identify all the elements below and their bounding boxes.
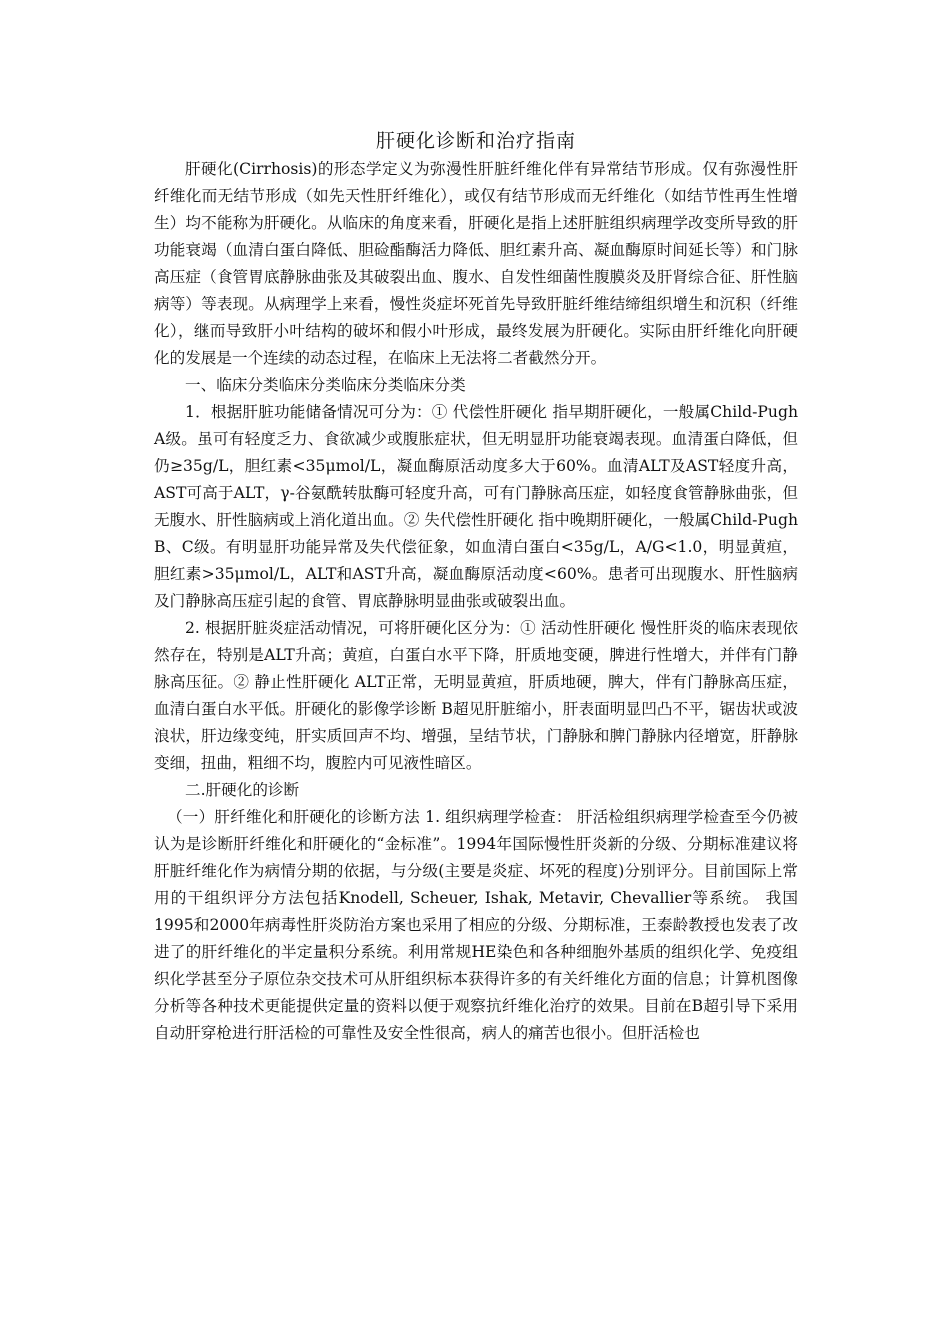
intro-paragraph: 肝硬化(Cirrhosis)的形态学定义为弥漫性肝脏纤维化伴有异常结节形成。仅有弥漫性肝纤维化而无结节形成（如先天性肝纤维化），或仅有结节形成而无纤维化（如结节性再生性增生）均不能称为肝硬化。从临床的角度来看，肝硬化是指上述肝脏组织病理学改变所导致的肝功能衰竭（血清白蛋白降低、胆硷酯酶活力降低、胆红素升高、凝血酶原时间延长等）和门脉高压症（食管胃底静脉曲张及其破裂出血、腹水、自发性细菌性腹膜炎及肝肾综合征、肝性脑病等）等表现。从病理学上来看，慢性炎症坏死首先导致肝脏纤维结缔组织增生和沉积（纤维化），继而导致肝小叶结构的破坏和假小叶形成，最终发展为肝硬化。实际由肝纤维化向肝硬化的发展是一个连续的动态过程，在临床上无法将二者截然分开。 [154,160,798,367]
paragraph-diagnosis-methods: （一）肝纤维化和肝硬化的诊断方法 1. 组织病理学检查： 肝活检组织病理学检查至今仍被认为是诊断肝纤维化和肝硬化的“金标准”。1994年国际慢性肝炎新的分级、分期标准建议将肝脏纤维化作为病情分期的依据，与分级(主要是炎症、坏死的程度)分别评分。目前国际上常用的干组织评分方法包括Knodell, Scheuer, Ishak, Metavir, Chevallier等系统。 我国1995和2000年病毒性肝炎防治方案也采用了相应的分级、分期标准，王泰龄教授也发表了改进了的肝纤维化的半定量积分系统。利用常规HE染色和各种细胞外基质的组织化学、免疫组织化学甚至分子原位杂交技术可从肝组织标本获得许多的有关纤维化方面的信息；计算机图像分析等各种技术更能提供定量的资料以便于观察抗纤维化治疗的效果。目前在B超引导下采用自动肝穿枪进行肝活检的可靠性及安全性很高，病人的痛苦也很小。但肝活检也 [154,808,798,1042]
document-title: 肝硬化诊断和治疗指南 [375,130,576,152]
document-page [154,126,798,1047]
section-heading-diagnosis: 二.肝硬化的诊断 [185,781,300,799]
paragraph-liver-inflammation-activity: 2. 根据肝脏炎症活动情况，可将肝硬化区分为：① 活动性肝硬化 慢性肝炎的临床表现依然存在，特别是ALT升高；黄疸，白蛋白水平下降，肝质地变硬，脾进行性增大，并伴有门静脉高压征。② 静止性肝硬化 ALT正常，无明显黄疸，肝质地硬，脾大，伴有门静脉高压症，血清白蛋白水平低。肝硬化的影像学诊断 B超见肝脏缩小，肝表面明显凹凸不平，锯齿状或波浪状，肝边缘变纯，肝实质回声不均、增强，呈结节状，门静脉和脾门静脉内径增宽，肝静脉变细，扭曲，粗细不均，腹腔内可见液性暗区。 [154,619,798,772]
paragraph-liver-function-reserve: 1．根据肝脏功能储备情况可分为：① 代偿性肝硬化 指早期肝硬化，一般属Child-Pugh A级。虽可有轻度乏力、食欲减少或腹胀症状，但无明显肝功能衰竭表现。血清蛋白降低，但仍≥35g/L，胆红素<35μmol/L，凝血酶原活动度多大于60%。血清ALT及AST轻度升高，AST可高于ALT，γ-谷氨酰转肽酶可轻度升高，可有门静脉高压症，如轻度食管静脉曲张，但无腹水、肝性脑病或上消化道出血。② 失代偿性肝硬化 指中晚期肝硬化，一般属Child-Pugh B、C级。有明显肝功能异常及失代偿征象，如血清白蛋白<35g/L，A/G<1.0，明显黄疸，胆红素>35μmol/L，ALT和AST升高，凝血酶原活动度<60%。患者可出现腹水、肝性脑病及门静脉高压症引起的食管、胃底静脉明显曲张或破裂出血。 [154,403,798,610]
section-heading-clinical-classification: 一、临床分类临床分类临床分类临床分类 [185,376,466,394]
